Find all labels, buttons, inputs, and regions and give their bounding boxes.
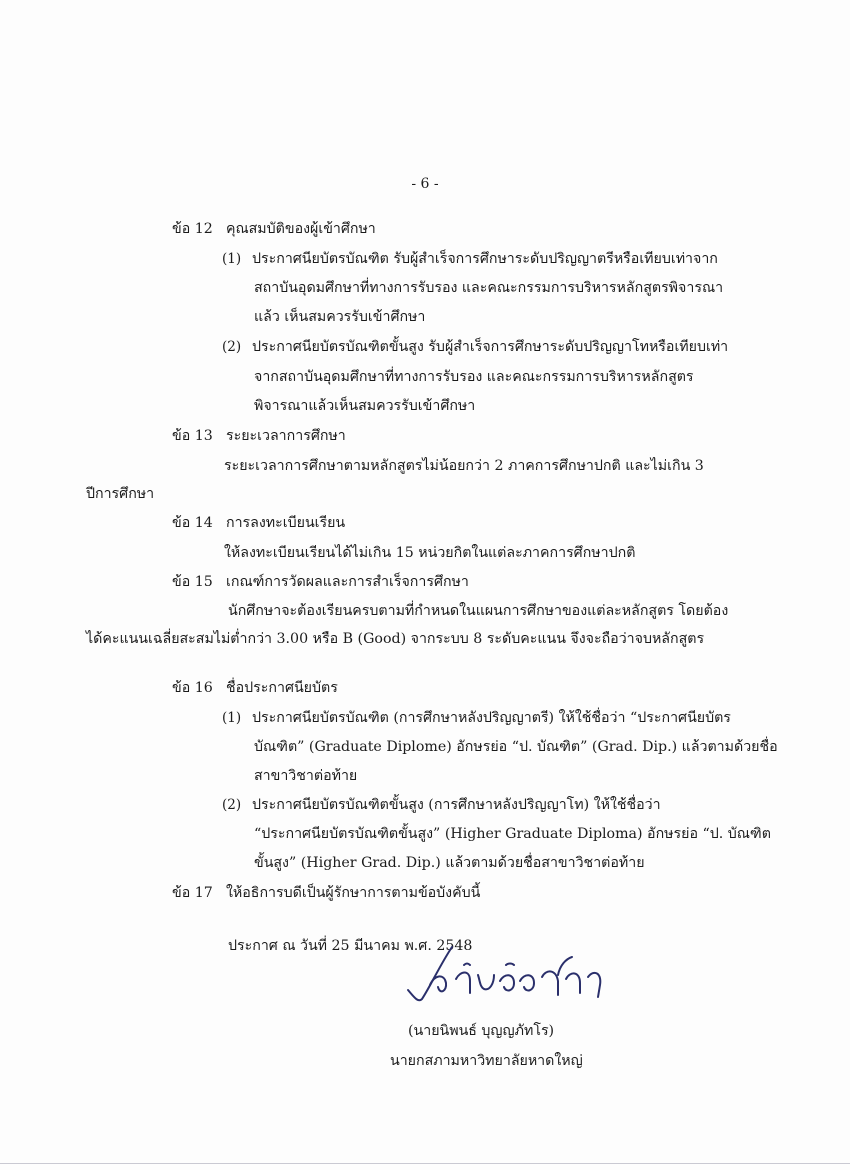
section-12-item-2-marker: (2) bbox=[222, 339, 242, 355]
section-12-item-1-line-3: แล้ว เห็นสมควรรับเข้าศึกษา bbox=[254, 309, 426, 325]
section-16-item-2-line-1: ประกาศนียบัตรบัณฑิตขั้นสูง (การศึกษาหลังปริญญาโท) ให้ใช้ชื่อว่า bbox=[252, 797, 661, 813]
section-12-item-1-marker: (1) bbox=[222, 251, 242, 267]
section-15-title: เกณฑ์การวัดผลและการสำเร็จการศึกษา bbox=[226, 574, 469, 590]
section-15-label: ข้อ 15 bbox=[172, 574, 213, 590]
section-16-title: ชื่อประกาศนียบัตร bbox=[226, 680, 338, 696]
section-16-label: ข้อ 16 bbox=[172, 680, 213, 696]
handwritten-signature bbox=[400, 935, 630, 1025]
section-12-item-2-line-3: พิจารณาแล้วเห็นสมควรรับเข้าศึกษา bbox=[254, 398, 476, 414]
section-14-label: ข้อ 14 bbox=[172, 515, 213, 531]
section-13-line-1: ระยะเวลาการศึกษาตามหลักสูตรไม่น้อยกว่า 2 ภาคการศึกษาปกติ และไม่เกิน 3 bbox=[224, 458, 704, 474]
signer-position: นายกสภามหาวิทยาลัยหาดใหญ่ bbox=[390, 1053, 583, 1069]
section-17-label: ข้อ 17 bbox=[172, 885, 213, 901]
scan-edge-divider bbox=[0, 1163, 850, 1164]
section-16-item-1-line-1: ประกาศนียบัตรบัณฑิต (การศึกษาหลังปริญญาตรี) ให้ใช้ชื่อว่า “ประกาศนียบัตร bbox=[252, 710, 731, 726]
section-14-title: การลงทะเบียนเรียน bbox=[226, 515, 346, 531]
section-12-title: คุณสมบัติของผู้เข้าศึกษา bbox=[226, 221, 376, 237]
section-14-line-1: ให้ลงทะเบียนเรียนได้ไม่เกิน 15 หน่วยกิตในแต่ละภาคการศึกษาปกติ bbox=[224, 545, 636, 561]
announcement-date: ประกาศ ณ วันที่ 25 มีนาคม พ.ศ. 2548 bbox=[228, 938, 473, 954]
section-16-item-2-marker: (2) bbox=[222, 797, 242, 813]
section-12-item-1-line-2: สถาบันอุดมศึกษาที่ทางการรับรอง และคณะกรรมการบริหารหลักสูตรพิจารณา bbox=[254, 280, 724, 296]
section-12-item-1-line-1: ประกาศนียบัตรบัณฑิต รับผู้สำเร็จการศึกษาระดับปริญญาตรีหรือเทียบเท่าจาก bbox=[252, 251, 718, 267]
section-16-item-1-line-2: บัณฑิต” (Graduate Diplome) อักษรย่อ “ป. บัณฑิต” (Grad. Dip.) แล้วตามด้วยชื่อ bbox=[254, 739, 778, 755]
section-13-title: ระยะเวลาการศึกษา bbox=[226, 428, 346, 444]
section-12-item-2-line-1: ประกาศนียบัตรบัณฑิตขั้นสูง รับผู้สำเร็จการศึกษาระดับปริญญาโทหรือเทียบเท่า bbox=[252, 339, 729, 355]
section-15-line-2: ได้คะแนนเฉลี่ยสะสมไม่ต่ำกว่า 3.00 หรือ B (Good) จากระบบ 8 ระดับคะแนน จึงจะถือว่าจบหลักสูตร bbox=[86, 631, 705, 647]
page-number: - 6 - bbox=[411, 176, 439, 192]
section-12-item-2-line-2: จากสถาบันอุดมศึกษาที่ทางการรับรอง และคณะกรรมการบริหารหลักสูตร bbox=[254, 369, 694, 385]
section-16-item-2-line-3: ขั้นสูง” (Higher Grad. Dip.) แล้วตามด้วยชื่อสาขาวิชาต่อท้าย bbox=[254, 855, 645, 871]
section-16-item-1-marker: (1) bbox=[222, 710, 242, 726]
section-17-title: ให้อธิการบดีเป็นผู้รักษาการตามข้อบังคับนี้ bbox=[226, 885, 481, 901]
section-15-line-1: นักศึกษาจะต้องเรียนครบตามที่กำหนดในแผนการศึกษาของแต่ละหลักสูตร โดยต้อง bbox=[228, 603, 729, 619]
section-13-label: ข้อ 13 bbox=[172, 428, 213, 444]
signer-name: (นายนิพนธ์ บุญญภัทโร) bbox=[408, 1023, 555, 1039]
section-13-line-2: ปีการศึกษา bbox=[86, 486, 155, 502]
section-16-item-1-line-3: สาขาวิชาต่อท้าย bbox=[254, 768, 358, 784]
section-12-label: ข้อ 12 bbox=[172, 221, 213, 237]
section-16-item-2-line-2: “ประกาศนียบัตรบัณฑิตขั้นสูง” (Higher Graduate Diploma) อักษรย่อ “ป. บัณฑิต bbox=[254, 826, 771, 842]
